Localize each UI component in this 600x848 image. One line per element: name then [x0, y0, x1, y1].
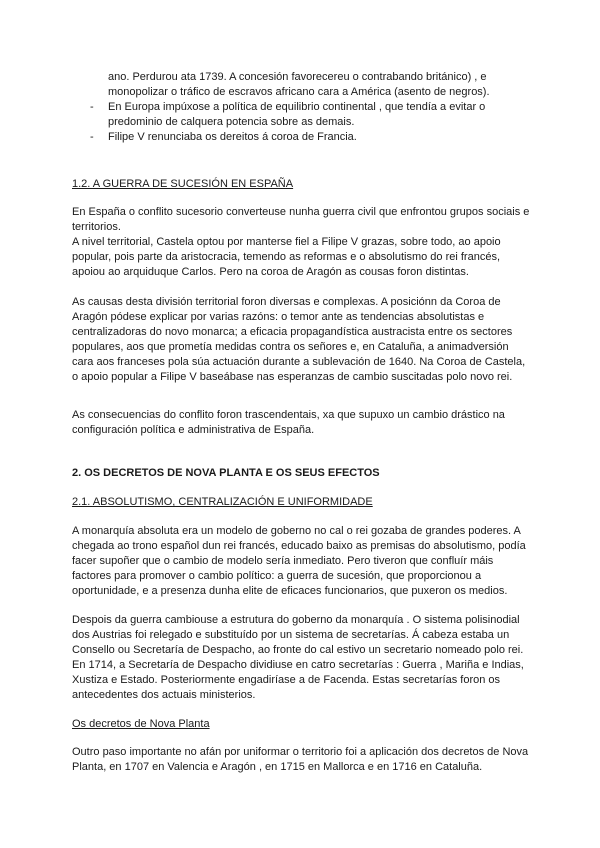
nova-planta-heading: Os decretos de Nova Planta	[72, 718, 210, 730]
bullet-marker: -	[90, 131, 94, 143]
bullet-renunciation: Filipe V renunciaba os dereitos á coroa de Francia.	[108, 131, 357, 143]
section-1-2-paragraph-2: A nivel territorial, Castela optou por manterse fiel a Filipe V grazas, sobre todo, ao apoio popular, pois parte da aristocracia, temendo as reformas e o absolutismo do rei francés, apoiou ao arquiduque Carlos. Pero na coroa de Aragón as cousas foron distintas.	[72, 236, 501, 278]
section-2-paragraph-3: Outro paso importante no afán por uniformar o territorio foi a aplicación dos decretos de Nova Planta, en 1707 en Valencia e Aragón , en 1715 en Mallorca e en 1716 en Cataluña.	[72, 746, 529, 773]
bullet-equilibrium: En Europa impúxose a política de equilibrio continental , que tendía a evitar o predominio de calquera potencia sobre as demais.	[108, 101, 486, 128]
section-2-paragraph-2: Despois da guerra cambiouse a estrutura do goberno da monarquía . O sistema polisinodial dos Austrias foi relegado e substituído por un sistema de secretarías. Á cabeza estaba un Consello ou Secretaría de Despacho, ao fronte do cal estivo un secretario nomeado polo rei. En 1714, a Secretaría de Despacho dividiuse en catro secretarías : Guerra , Mariña e Indias, Xustiza e Estado. Posteriormente engadiríase a de Facenda. Estas secretarías foron os antecedentes dos actuais ministerios.	[72, 614, 524, 701]
section-2-heading: 2. OS DECRETOS DE NOVA PLANTA E OS SEUS EFECTOS	[72, 467, 380, 479]
section-1-2-paragraph-1: En España o conflito sucesorio converteuse nunha guerra civil que enfrontou grupos sociais e territorios.	[72, 206, 530, 233]
section-2-paragraph-1: A monarquía absoluta era un modelo de goberno no cal o rei gozaba de grandes poderes. A chegada ao trono español dun rei francés, educado baixo as premisas do absolutismo, podía facer supoñer que o cambio de modelo sería inmediato. Pero tiveron que confluír máis factores para promover o cambio político: a guerra de sucesión, que proporcionou a oportunidade, e a presenza dunha elite de eficaces funcionarios, que puxeron os medios.	[72, 525, 526, 597]
section-2-1-heading: 2.1. ABSOLUTISMO, CENTRALIZACIÓN E UNIFORMIDADE	[72, 496, 373, 508]
bullet-marker: -	[90, 101, 94, 113]
intro-continuation: ano. Perdurou ata 1739. A concesión favorecereu o contrabando británico) , e monopolizar o tráfico de escravos africano cara a América (asento de negros).	[108, 71, 490, 98]
section-1-2-paragraph-4: As consecuencias do conflito foron trascendentais, xa que supuxo un cambio drástico na configuración política e administrativa de España.	[72, 409, 505, 436]
section-1-2-heading: 1.2. A GUERRA DE SUCESIÓN EN ESPAÑA	[72, 178, 294, 190]
section-1-2-paragraph-3: As causas desta división territorial foron diversas e complexas. A posiciónn da Coroa de Aragón pódese explicar por varias razóns: o temor ante as tendencias absolutistas e centralizadoras do novo monarca; a eficacia propagandística austracista entre os sectores populares, aos que prometía medidas contra os señores e, en Cataluña, a animadversión cara aos franceses pola súa actuación durante a sublevación de 1640. Na Coroa de Castela, o apoio popular a Filipe V baseábase nas esperanzas de cambio suscitadas polo novo rei.	[72, 296, 526, 383]
